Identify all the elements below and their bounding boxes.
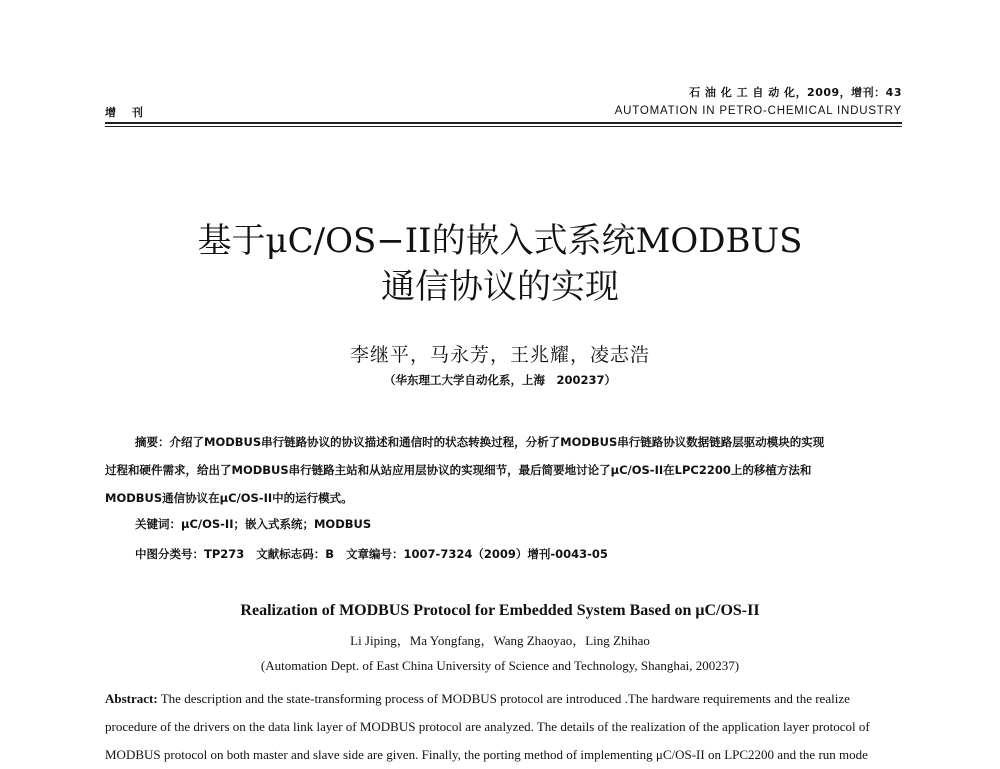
journal-name-cn: 石 油 化 工 自 动 化 bbox=[689, 86, 796, 99]
english-abstract bbox=[105, 685, 902, 769]
title-line-2: 通信协议的实现 bbox=[381, 267, 619, 307]
paper-title bbox=[0, 218, 1000, 310]
authors-cn: 李继平，马永芳，王兆耀，凌志浩 bbox=[349, 344, 650, 366]
affiliation-cn: （华东理工大学自动化系，上海 200237） bbox=[383, 373, 616, 387]
keywords-label: 关键词： bbox=[135, 517, 181, 531]
header-rule bbox=[105, 122, 902, 124]
classification-line bbox=[135, 546, 608, 562]
english-title: Realization of MODBUS Protocol for Embedded System Based on μC/OS-II bbox=[240, 602, 760, 619]
class-value: TP273 bbox=[204, 547, 245, 561]
class-label: 中图分类号： bbox=[135, 547, 204, 561]
title-line-1: 基于μC/OS−II的嵌入式系统MODBUS bbox=[197, 221, 803, 261]
abstract-line-3: MODBUS通信协议在μC/OS-II中的运行模式。 bbox=[105, 491, 353, 505]
abstract-cn bbox=[105, 428, 902, 512]
abstract-line-2: 过程和硬件需求，给出了MODBUS串行链路主站和从站应用层协议的实现细节，最后简要地讨论了μC/OS-II在LPC2200上的移植方法和 bbox=[105, 463, 812, 477]
english-abstract-label: Abstract: bbox=[105, 691, 158, 706]
abstract-label: 摘要： bbox=[135, 435, 170, 449]
issue-info: ，2009，增刊：43 bbox=[795, 86, 902, 99]
journal-header bbox=[615, 84, 902, 117]
article-label: 文章编号： bbox=[346, 547, 404, 561]
abstract-line-1: 介绍了MODBUS串行链路协议的协议描述和通信时的状态转换过程，分析了MODBUS串行链路协议数据链路层驱动模块的实现 bbox=[169, 435, 825, 449]
keywords bbox=[135, 516, 371, 532]
keywords-value: μC/OS-II；嵌入式系统；MODBUS bbox=[181, 517, 372, 531]
english-abstract-line-2: procedure of the drivers on the data link layer of MODBUS protocol are analyzed. The details of the realization of the application layer protocol of bbox=[105, 719, 870, 734]
doc-label: 文献标志码： bbox=[256, 547, 326, 561]
doc-value: B bbox=[325, 547, 335, 561]
english-affiliation: (Automation Dept. of East China University of Science and Technology, Shanghai, 200237) bbox=[260, 658, 740, 673]
supplement-label: 增 刊 bbox=[105, 106, 149, 119]
article-value: 1007-7324（2009）增刊-0043-05 bbox=[403, 547, 608, 561]
english-abstract-line-1: The description and the state-transforming process of MODBUS protocol are introduced .The hardware requirements and the realize bbox=[157, 691, 850, 706]
english-abstract-line-3: MODBUS protocol on both master and slave side are given. Finally, the porting method of implementing μC/OS-II on LPC2200 and the run mode bbox=[105, 747, 868, 762]
journal-name-en: AUTOMATION IN PETRO-CHEMICAL INDUSTRY bbox=[614, 105, 902, 117]
header-rule-thin bbox=[105, 126, 902, 127]
english-authors: Li Jiping，Ma Yongfang，Wang Zhaoyao，Ling Zhihao bbox=[350, 633, 650, 648]
